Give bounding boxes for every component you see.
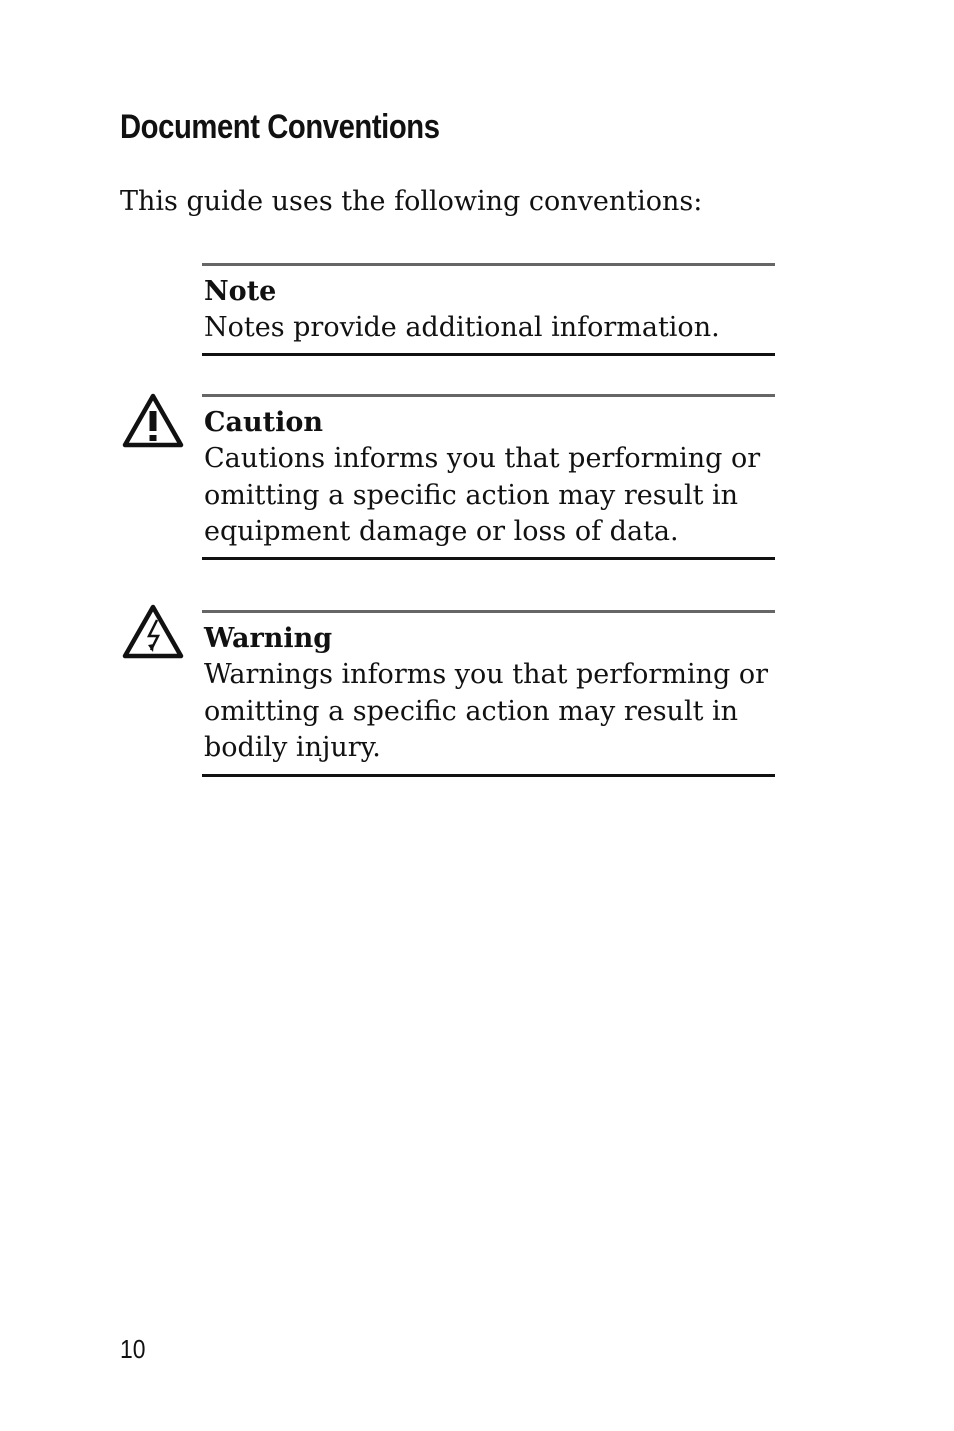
warning-text-line: bodily injury. xyxy=(204,732,381,763)
note-box xyxy=(202,263,775,356)
warning-title: Warning xyxy=(204,623,333,654)
page-title: Document Conventions xyxy=(120,108,440,146)
note-title: Note xyxy=(204,276,277,307)
warning-text-line: omitting a specific action may result in xyxy=(204,695,739,727)
warning-text-line: Warnings informs you that performing or xyxy=(204,659,768,690)
caution-text-line: Cautions informs you that performing or xyxy=(204,443,761,474)
caution-icon xyxy=(122,393,184,449)
caution-title: Caution xyxy=(204,407,323,438)
intro-text: This guide uses the following conventions: xyxy=(120,186,703,217)
page-number: 10 xyxy=(120,1334,146,1364)
caution-text-line: omitting a specific action may result in xyxy=(204,479,739,511)
warning-box xyxy=(202,610,775,777)
caution-box xyxy=(202,394,775,560)
warning-icon xyxy=(122,604,184,660)
caution-text-line: equipment damage or loss of data. xyxy=(204,516,679,547)
note-text: Notes provide additional information. xyxy=(204,312,720,343)
